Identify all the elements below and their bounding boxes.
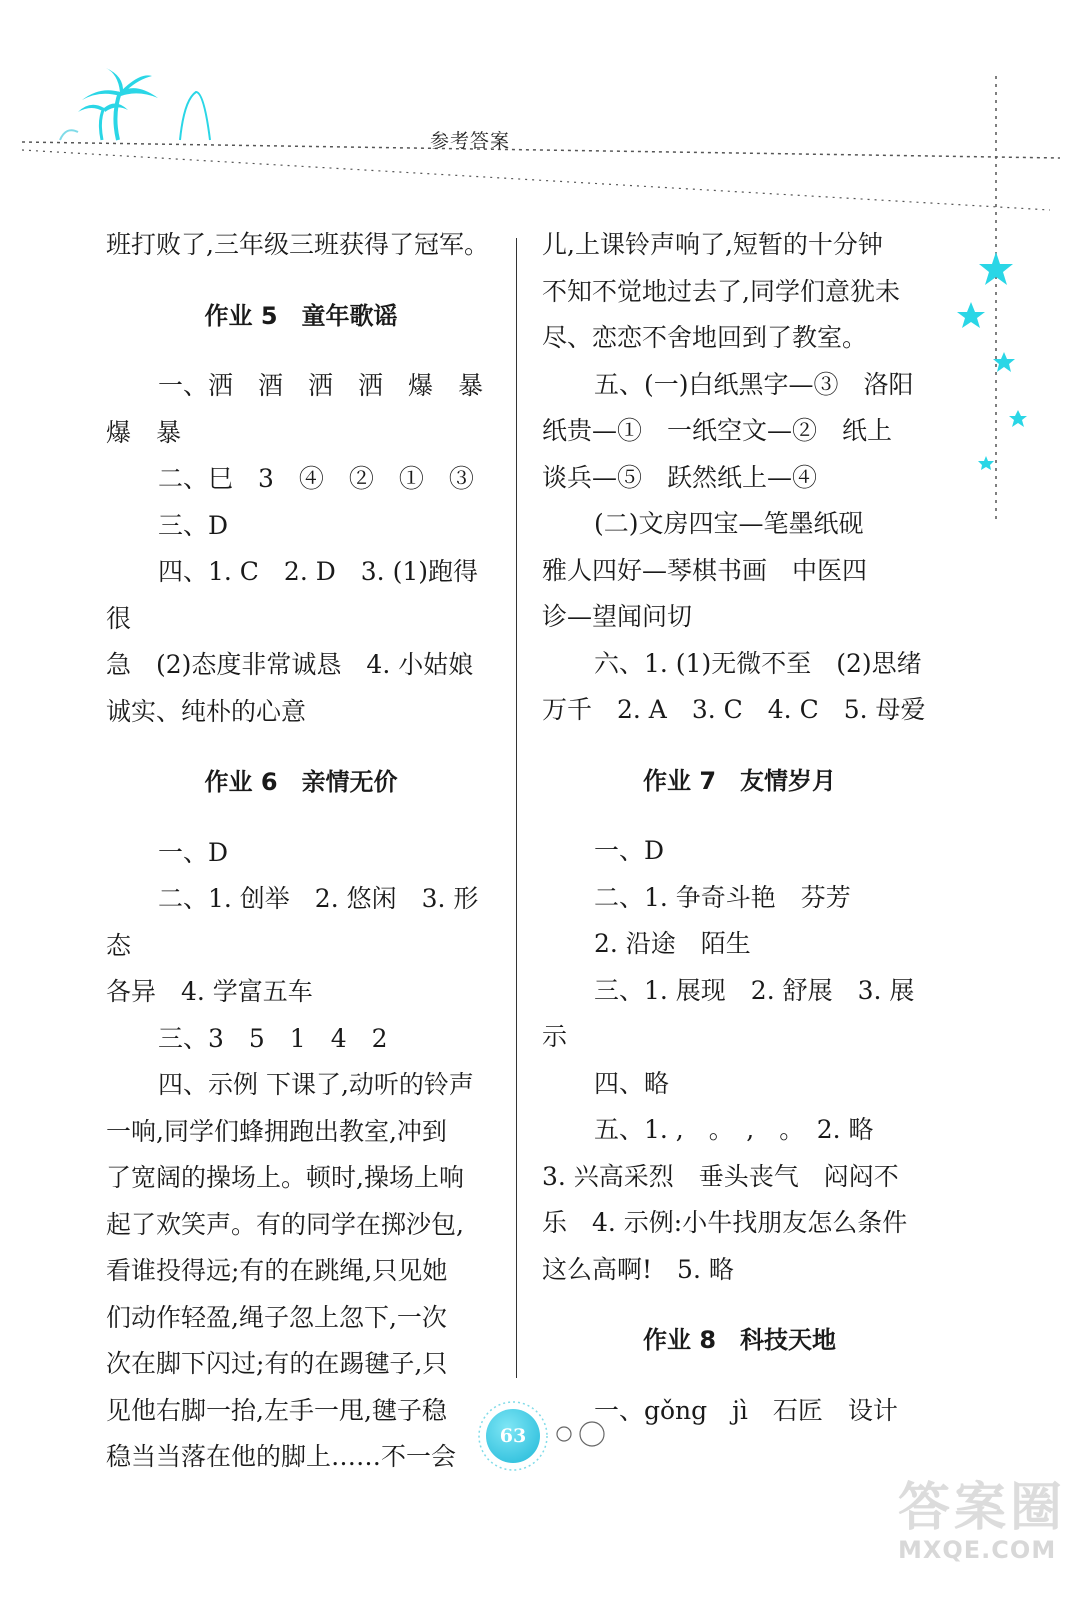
star-icons bbox=[957, 252, 1027, 470]
answer-line: 六、1. (1)无微不至 (2)思绪 bbox=[594, 648, 922, 678]
answer-line: 三、1. 展现 2. 舒展 3. 展示 bbox=[542, 975, 915, 1051]
right-answer-column bbox=[542, 222, 937, 1434]
answer-line: 五、(一)白纸黑字—③ 洛阳 bbox=[594, 369, 914, 399]
section-heading: 作业 7 友情岁月 bbox=[642, 766, 837, 795]
answer-line: 纸贵—① 一纸空文—② 纸上 bbox=[542, 416, 893, 445]
answer-line: 各异 4. 学富五车 bbox=[106, 977, 313, 1006]
answer-line: 起了欢笑声。有的同学在掷沙包, bbox=[106, 1209, 464, 1239]
answer-line: (二)文房四宝—笔墨纸砚 bbox=[594, 509, 864, 538]
answer-line: 见他右脚一抬,左手一甩,毽子稳 bbox=[106, 1395, 447, 1425]
header-title: 参考答案 bbox=[430, 130, 511, 152]
answer-line: 诚实、纯朴的心意 bbox=[106, 696, 307, 726]
answer-line: 次在脚下闪过;有的在踢毽子,只 bbox=[106, 1349, 448, 1378]
answer-line: 五、1. , 。 , 。 2. 略 bbox=[594, 1115, 874, 1144]
answer-line: 不知不觉地过去了,同学们意犹未 bbox=[542, 276, 900, 306]
section-heading: 作业 6 亲情无价 bbox=[204, 768, 398, 796]
answer-line: 们动作轻盈,绳子忽上忽下,一次 bbox=[106, 1302, 447, 1332]
answer-line: 四、示例 下课了,动听的铃声 bbox=[158, 1070, 474, 1099]
answer-line: 爆 暴 bbox=[106, 417, 182, 447]
answer-line: 一、D bbox=[158, 837, 229, 867]
answer-line: 谈兵—⑤ 跃然纸上—④ bbox=[542, 462, 818, 492]
watermark-logo-text: 答案圈 bbox=[898, 1478, 1067, 1538]
answer-line: 3. 兴高采烈 垂头丧气 闷闷不 bbox=[542, 1161, 899, 1191]
watermark-url: MXQE.COM bbox=[898, 1536, 1057, 1564]
answer-line: 诊—望闻问切 bbox=[542, 602, 693, 631]
answer-line: 一、洒 酒 洒 洒 爆 暴 bbox=[158, 371, 484, 400]
page-number: 63 bbox=[486, 1409, 540, 1463]
column-divider bbox=[516, 238, 517, 1378]
answer-line: 急 (2)态度非常诚恳 4. 小姑娘 bbox=[106, 650, 474, 679]
watermark bbox=[898, 1480, 1066, 1564]
answer-line: 二、巳 3 ④ ② ① ③ bbox=[158, 464, 474, 493]
answer-line: 一、gǒng jì 石匠 设计 bbox=[594, 1395, 898, 1425]
palm-tree-icon bbox=[60, 68, 210, 140]
answer-line: 看谁投得远;有的在跳绳,只见她 bbox=[106, 1256, 448, 1285]
left-answer-column bbox=[106, 222, 496, 1481]
answer-line: 了宽阔的操场上。顿时,操场上响 bbox=[106, 1163, 464, 1192]
answer-line: 乐 4. 示例:小牛找朋友怎么条件 bbox=[542, 1208, 908, 1237]
section-heading: 作业 5 童年歌谣 bbox=[204, 301, 398, 330]
answer-line: 二、1. 创举 2. 悠闲 3. 形态 bbox=[106, 884, 479, 960]
answer-line: 二、1. 争奇斗艳 芬芳 bbox=[594, 882, 851, 912]
answer-line: 儿,上课铃声响了,短暂的十分钟 bbox=[542, 230, 883, 259]
answer-line: 一、D bbox=[594, 836, 665, 865]
answer-line: 2. 沿途 陌生 bbox=[594, 929, 751, 958]
answer-line: 万千 2. A 3. C 4. C 5. 母爱 bbox=[542, 695, 926, 724]
section-heading: 作业 8 科技天地 bbox=[642, 1326, 837, 1354]
answer-line: 四、略 bbox=[594, 1068, 670, 1098]
answer-line: 雅人四好—琴棋书画 中医四 bbox=[542, 555, 868, 585]
answer-line: 尽、恋恋不舍地回到了教室。 bbox=[542, 323, 868, 352]
answer-line: 一响,同学们蜂拥跑出教室,冲到 bbox=[106, 1116, 447, 1146]
answer-line: 班打败了,三年级三班获得了冠军。 bbox=[106, 230, 489, 259]
answer-line: 这么高啊! 5. 略 bbox=[542, 1254, 734, 1284]
answer-line: 三、3 5 1 4 2 bbox=[158, 1023, 388, 1053]
answer-line: 四、1. C 2. D 3. (1)跑得很 bbox=[106, 557, 478, 633]
answer-line: 稳当当落在他的脚上……不一会 bbox=[106, 1442, 457, 1471]
answer-line: 三、D bbox=[158, 510, 229, 540]
